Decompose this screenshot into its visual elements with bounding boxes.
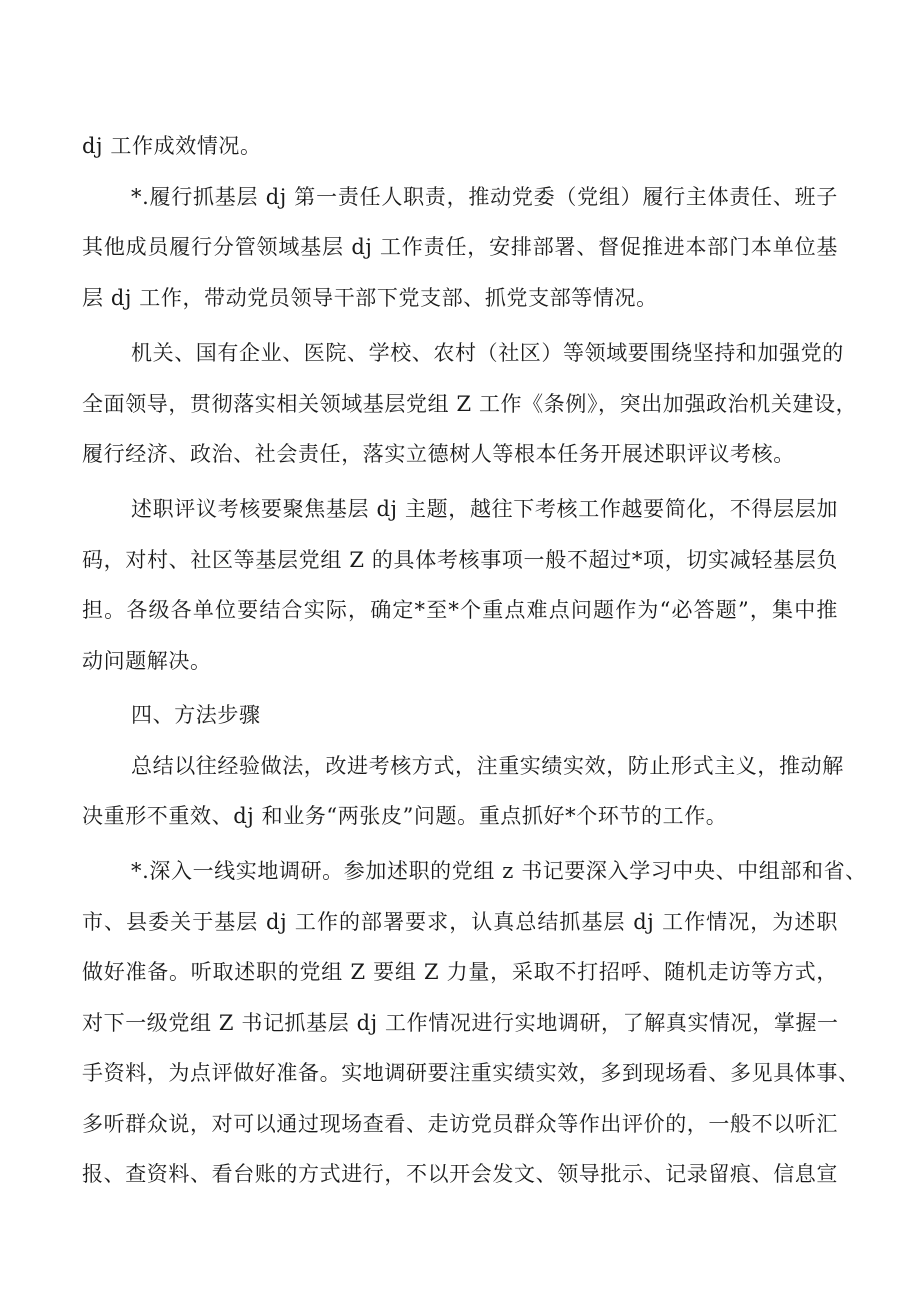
text-line: 其他成员履行分管领域基层 dj 工作责任，安排部署、督促推进本部门本单位基 xyxy=(82,235,838,259)
text-line: 层 dj 工作，带动党员领导干部下党支部、抓党支部等情况。 xyxy=(82,286,658,310)
text-line: 市、县委关于基层 dj 工作的部署要求，认真总结抓基层 dj 工作情况，为述职 xyxy=(82,910,838,934)
text-line: 多听群众说，对可以通过现场查看、走访党员群众等作出评价的，一般不以听汇 xyxy=(82,1112,838,1136)
text-line: 履行经济、政治、社会责任，落实立德树人等根本任务开展述职评议考核。 xyxy=(82,442,795,466)
text-line: 做好准备。听取述职的党组 Z 要组 Z 力量，采取不打招呼、随机走访等方式， xyxy=(82,960,838,984)
text-line: 决重形不重效、dj 和业务“两张皮”问题。重点抓好*个环节的工作。 xyxy=(82,804,728,828)
text-line: 担。各级各单位要结合实际，确定*至*个重点难点问题作为“必答题”，集中推 xyxy=(82,598,838,622)
text-line: 码，对村、社区等基层党组 Z 的具体考核事项一般不超过*项，切实减轻基层负 xyxy=(82,548,838,572)
text-line: *.深入一线实地调研。参加述职的党组 z 书记要深入学习中央、中组部和省、 xyxy=(131,859,867,883)
text-line: *.履行抓基层 dj 第一责任人职责，推动党委（党组）履行主体责任、班子 xyxy=(131,185,838,209)
text-line: 手资料，为点评做好准备。实地调研要注重实绩实效，多到现场看、多见具体事、 xyxy=(82,1061,860,1085)
section-heading: 四、方法步骤 xyxy=(131,703,261,727)
text-line: 动问题解决。 xyxy=(82,649,212,673)
text-line: 全面领导，贯彻落实相关领域基层党组 Z 工作《条例》，突出加强政治机关建设， xyxy=(82,392,858,416)
text-line: 对下一级党组 Z 书记抓基层 dj 工作情况进行实地调研，了解真实情况，掌握一 xyxy=(82,1011,839,1035)
text-line: 机关、国有企业、医院、学校、农村（社区）等领域要围绕坚持和加强党的 xyxy=(131,341,844,365)
text-line: 报、查资料、看台账的方式进行，不以开会发文、领导批示、记录留痕、信息宣 xyxy=(82,1162,838,1186)
text-line: 述职评议考核要聚焦基层 dj 主题，越往下考核工作越要简化，不得层层加 xyxy=(131,497,838,521)
text-line: dj 工作成效情况。 xyxy=(82,134,262,158)
text-line: 总结以往经验做法，改进考核方式，注重实绩实效，防止形式主义，推动解 xyxy=(131,754,844,778)
